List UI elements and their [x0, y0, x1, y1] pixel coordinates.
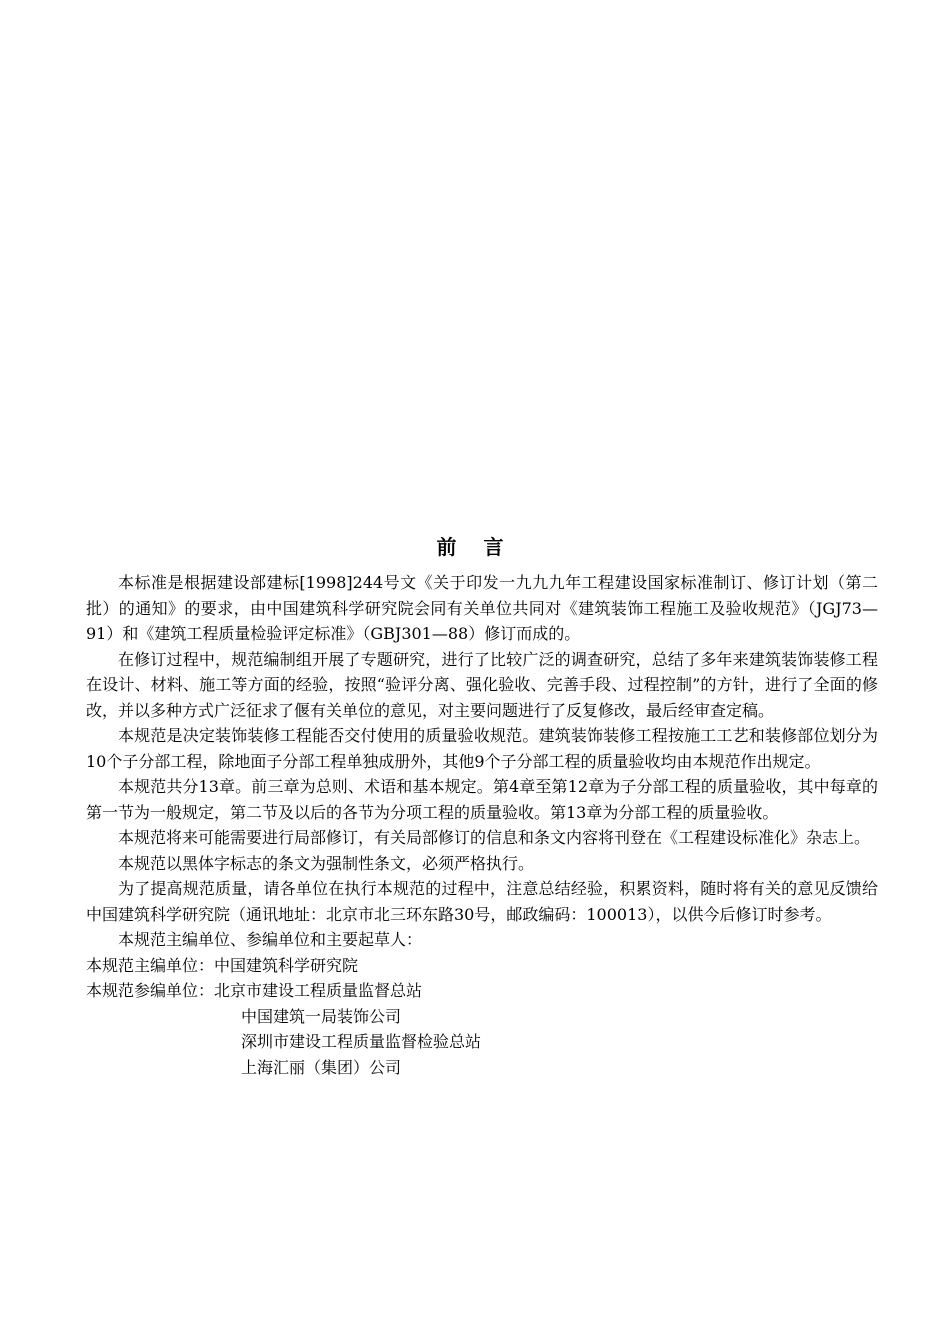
paragraph-7: 为了提高规范质量，请各单位在执行本规范的过程中，注意总结经验，积累资料，随时将有关的意见反馈给中国建筑科学研究院（通讯地址：北京市北三环东路30号，邮政编码：100013），以供今后修订时参考。 — [86, 879, 878, 924]
participating-unit: 上海汇丽（集团）公司 — [241, 1057, 402, 1077]
participating-unit: 中国建筑一局装饰公司 — [241, 1006, 402, 1026]
paragraph-3: 本规范是决定装饰装修工程能否交付使用的质量验收规范。建筑装饰装修工程按施工工艺和装修部位划分为10个子分部工程，除地面子分部工程单独成册外，其他9个子分部工程的质量验收均由本规范作出规定。 — [86, 726, 878, 771]
participating-unit: 深圳市建设工程质量监督检验总站 — [241, 1032, 482, 1051]
paragraph-1: 本标准是根据建设部建标[1998]244号文《关于印发一九九九年工程建设国家标准制订、修订计划（第二批）的通知》的要求，由中国建筑科学研究院会同有关单位共同对《建筑装饰工程施工及验收规范》（JGJ73—91）和《建筑工程质量检验评定标准》（GBJ301—88）修订而成的。 — [86, 573, 878, 643]
page-title: 前 言 — [436, 535, 514, 559]
participating-units-line: 本规范参编单位：北京市建设工程质量监督总站 — [86, 981, 423, 1000]
chief-unit-line: 本规范主编单位：中国建筑科学研究院 — [86, 955, 359, 975]
paragraph-5: 本规范将来可能需要进行局部修订，有关局部修订的信息和条文内容将刊登在《工程建设标准化》杂志上。 — [118, 828, 871, 847]
paragraph-6: 本规范以黑体字标志的条文为强制性条文，必须严格执行。 — [118, 853, 535, 873]
paragraph-8: 本规范主编单位、参编单位和主要起草人： — [118, 930, 423, 949]
document-body — [86, 570, 878, 1080]
paragraph-4: 本规范共分13章。前三章为总则、术语和基本规定。第4章至第12章为子分部工程的质量验收，其中每章的第一节为一般规定，第二节及以后的各节为分项工程的质量验收。第13章为分部工程的质量验收。 — [86, 777, 878, 822]
paragraph-2: 在修订过程中，规范编制组开展了专题研究，进行了比较广泛的调查研究，总结了多年来建筑装饰装修工程在设计、材料、施工等方面的经验，按照“验评分离、强化验收、完善手段、过程控制”的方针，进行了全面的修改，并以多种方式广泛征求了偃有关单位的意见，对主要问题进行了反复修改，最后经审查定稿。 — [86, 649, 878, 720]
